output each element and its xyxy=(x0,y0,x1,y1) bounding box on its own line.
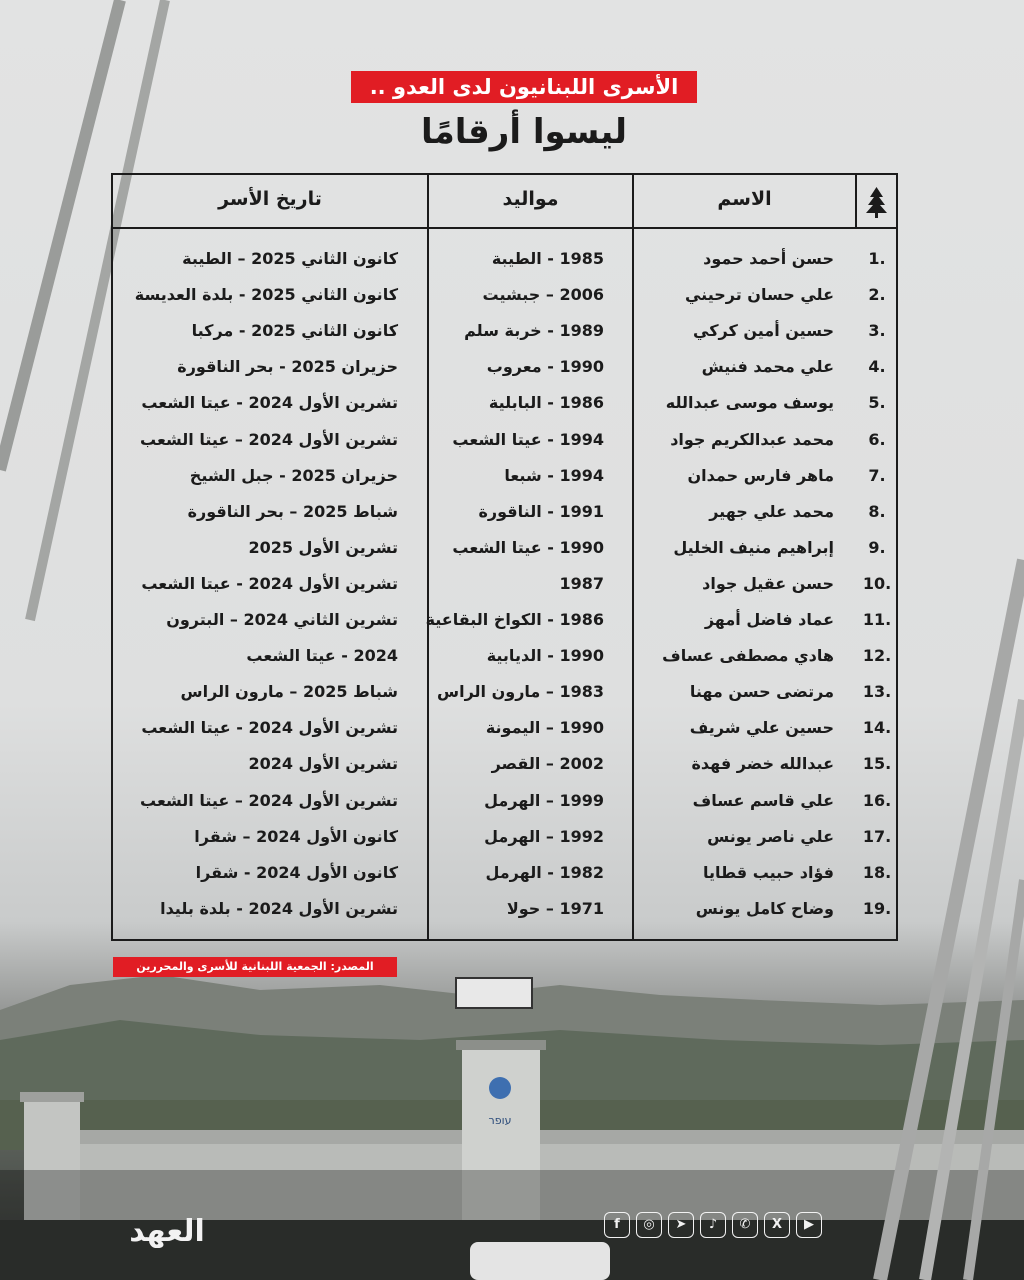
whatsapp-icon[interactable]: ✆ xyxy=(732,1212,758,1238)
table-row xyxy=(113,674,896,710)
birth-info: 1992 – الهرمل xyxy=(484,826,604,846)
table-row xyxy=(113,746,896,782)
birth-info: 1994 - عيتا الشعب xyxy=(452,429,604,449)
birth-info: 1971 – حولا xyxy=(506,898,604,918)
title-banner: الأسرى اللبنانيون لدى العدو .. xyxy=(351,71,697,103)
row-number: .5 xyxy=(868,393,886,413)
row-number: .6 xyxy=(868,429,886,449)
youtube-icon[interactable]: ▶ xyxy=(796,1212,822,1238)
row-number: .13 xyxy=(862,682,892,702)
prisoner-name: محمد عبدالكريم جواد xyxy=(670,429,834,449)
birth-info: 1989 - خربة سلم xyxy=(464,321,604,341)
row-number: .15 xyxy=(862,754,892,774)
table-row xyxy=(113,783,896,819)
row-number: .16 xyxy=(862,790,892,810)
capture-date: تشرين الأول 2024 - بلدة بليدا xyxy=(160,898,398,918)
birth-info: 1990 - معروب xyxy=(486,357,604,377)
table-row xyxy=(113,458,896,494)
table-row xyxy=(113,566,896,602)
birth-info: 1991 - الناقورة xyxy=(478,501,604,521)
capture-date: تشرين الأول 2024 – عيتا الشعب xyxy=(140,790,398,810)
capture-date: تشرين الأول 2025 xyxy=(248,537,398,557)
prisoner-name: عماد فاضل أمهز xyxy=(704,610,834,629)
telegram-icon[interactable]: ➤ xyxy=(668,1212,694,1238)
logo-text: العهد xyxy=(129,1214,205,1248)
header-birth: مواليد xyxy=(502,188,559,210)
birth-info: 1999 – الهرمل xyxy=(484,790,604,810)
birth-info: 1990 - الديابية xyxy=(486,646,604,666)
birth-info: 1990 – اليمونة xyxy=(485,718,604,738)
al-ahed-logo xyxy=(103,1212,231,1248)
prisoner-name: وضاح كامل يونس xyxy=(695,898,834,918)
prisoner-name: إبراهيم منيف الخليل xyxy=(673,537,834,557)
capture-date: تشرين الأول 2024 xyxy=(248,754,398,774)
table-header-row xyxy=(113,175,896,229)
prisoner-name: علي محمد فنيش xyxy=(701,357,834,377)
capture-date: كانون الثاني 2025 – الطيبة xyxy=(182,249,398,268)
prisoner-name: علي ناصر يونس xyxy=(707,826,834,846)
table-row xyxy=(113,241,896,277)
row-number: .14 xyxy=(862,718,892,738)
subtitle: ليسوا أرقامًا xyxy=(420,112,628,152)
row-number: .8 xyxy=(868,501,886,521)
capture-date: تشرين الثاني 2024 – البترون xyxy=(166,610,398,629)
birth-info: 1982 - الهرمل xyxy=(485,862,604,882)
capture-date: كانون الأول 2024 – شقرا xyxy=(194,826,398,846)
facebook-icon[interactable]: f xyxy=(604,1212,630,1238)
capture-date: حزيران 2025 - بحر الناقورة xyxy=(177,357,398,377)
table-row xyxy=(113,422,896,458)
x-icon[interactable]: X xyxy=(764,1212,790,1238)
table-row xyxy=(113,313,896,349)
prisoner-name: ماهر فارس حمدان xyxy=(687,465,834,485)
capture-date: شباط 2025 – بحر الناقورة xyxy=(187,501,398,521)
capture-date: كانون الثاني 2025 - مركبا xyxy=(191,321,398,341)
prisoner-name: محمد علي جهير xyxy=(709,501,834,521)
row-number: .4 xyxy=(868,357,886,377)
table-row xyxy=(113,819,896,855)
row-number: .7 xyxy=(868,465,886,485)
birth-info: 1987 xyxy=(559,573,604,593)
birth-info: 1983 – مارون الراس xyxy=(437,682,604,702)
tiktok-icon[interactable]: ♪ xyxy=(700,1212,726,1238)
table-row xyxy=(113,710,896,746)
birth-info: 1986 - البابلية xyxy=(488,393,604,413)
capture-date: كانون الثاني 2025 - بلدة العديسة xyxy=(134,285,398,305)
prisoner-name: هادي مصطفى عساف xyxy=(662,646,834,666)
column-divider xyxy=(855,175,857,227)
birth-info: 1990 - عيتا الشعب xyxy=(452,537,604,557)
table-row xyxy=(113,385,896,421)
prisoner-name: حسين أمين كركي xyxy=(693,321,834,341)
prisoner-name: حسن عقيل جواد xyxy=(702,573,834,593)
table-row xyxy=(113,530,896,566)
prisoner-name: عبدالله خضر فهدة xyxy=(691,754,834,774)
birth-info: 1985 - الطيبة xyxy=(491,249,604,268)
row-number: .2 xyxy=(868,285,886,305)
prisoner-name: مرتضى حسن مهنا xyxy=(689,682,834,702)
capture-date: تشرين الأول 2024 - عيتا الشعب xyxy=(141,573,398,593)
birth-info: 2006 – جبشيت xyxy=(482,285,604,305)
instagram-icon[interactable]: ◎ xyxy=(636,1212,662,1238)
table-row xyxy=(113,277,896,313)
table-row xyxy=(113,494,896,530)
birth-info: 1994 - شبعا xyxy=(504,465,604,485)
table-row xyxy=(113,602,896,638)
prisoner-name: حسين علي شريف xyxy=(689,718,834,738)
row-number: .18 xyxy=(862,862,892,882)
capture-date: شباط 2025 – مارون الراس xyxy=(180,682,398,702)
prisoner-name: علي قاسم عساف xyxy=(692,790,834,810)
capture-date: تشرين الأول 2024 - عيتا الشعب xyxy=(141,718,398,738)
header-name: الاسم xyxy=(717,188,772,210)
cedar-icon xyxy=(857,175,896,227)
source-badge: المصدر: الجمعية اللبنانية للأسرى والمحررين xyxy=(113,957,397,977)
table-row xyxy=(113,638,896,674)
row-number: .17 xyxy=(862,826,892,846)
table-row xyxy=(113,349,896,385)
row-number: .10 xyxy=(862,573,892,593)
capture-date: تشرين الأول 2024 - عيتا الشعب xyxy=(141,393,398,413)
capture-date: حزيران 2025 - جبل الشيخ xyxy=(189,465,398,485)
capture-date: 2024 - عيتا الشعب xyxy=(246,646,398,666)
row-number: .12 xyxy=(862,646,892,666)
row-number: .3 xyxy=(868,321,886,341)
birth-info: 2002 – القصر xyxy=(491,754,604,774)
social-links-bar xyxy=(604,1212,830,1240)
prisoners-table xyxy=(111,173,898,941)
row-number: .11 xyxy=(862,610,892,629)
capture-date: تشرين الأول 2024 – عيتا الشعب xyxy=(140,429,398,449)
prisoner-name: علي حسان ترحيني xyxy=(684,285,834,305)
row-number: .9 xyxy=(868,537,886,557)
capture-date: كانون الأول 2024 - شقرا xyxy=(195,862,398,882)
prisoner-name: فؤاد حبيب قطايا xyxy=(703,862,834,882)
prisoner-name: يوسف موسى عبدالله xyxy=(665,393,834,413)
header-capture-date: تاريخ الأسر xyxy=(218,188,322,210)
table-row xyxy=(113,891,896,927)
prisoner-name: حسن أحمد حمود xyxy=(703,249,834,268)
birth-info: 1986 - الكواخ البقاعية xyxy=(425,610,604,629)
row-number: .19 xyxy=(862,898,892,918)
watchtower-sign: עופר xyxy=(488,1114,512,1127)
row-number: .1 xyxy=(868,249,886,268)
table-row xyxy=(113,855,896,891)
